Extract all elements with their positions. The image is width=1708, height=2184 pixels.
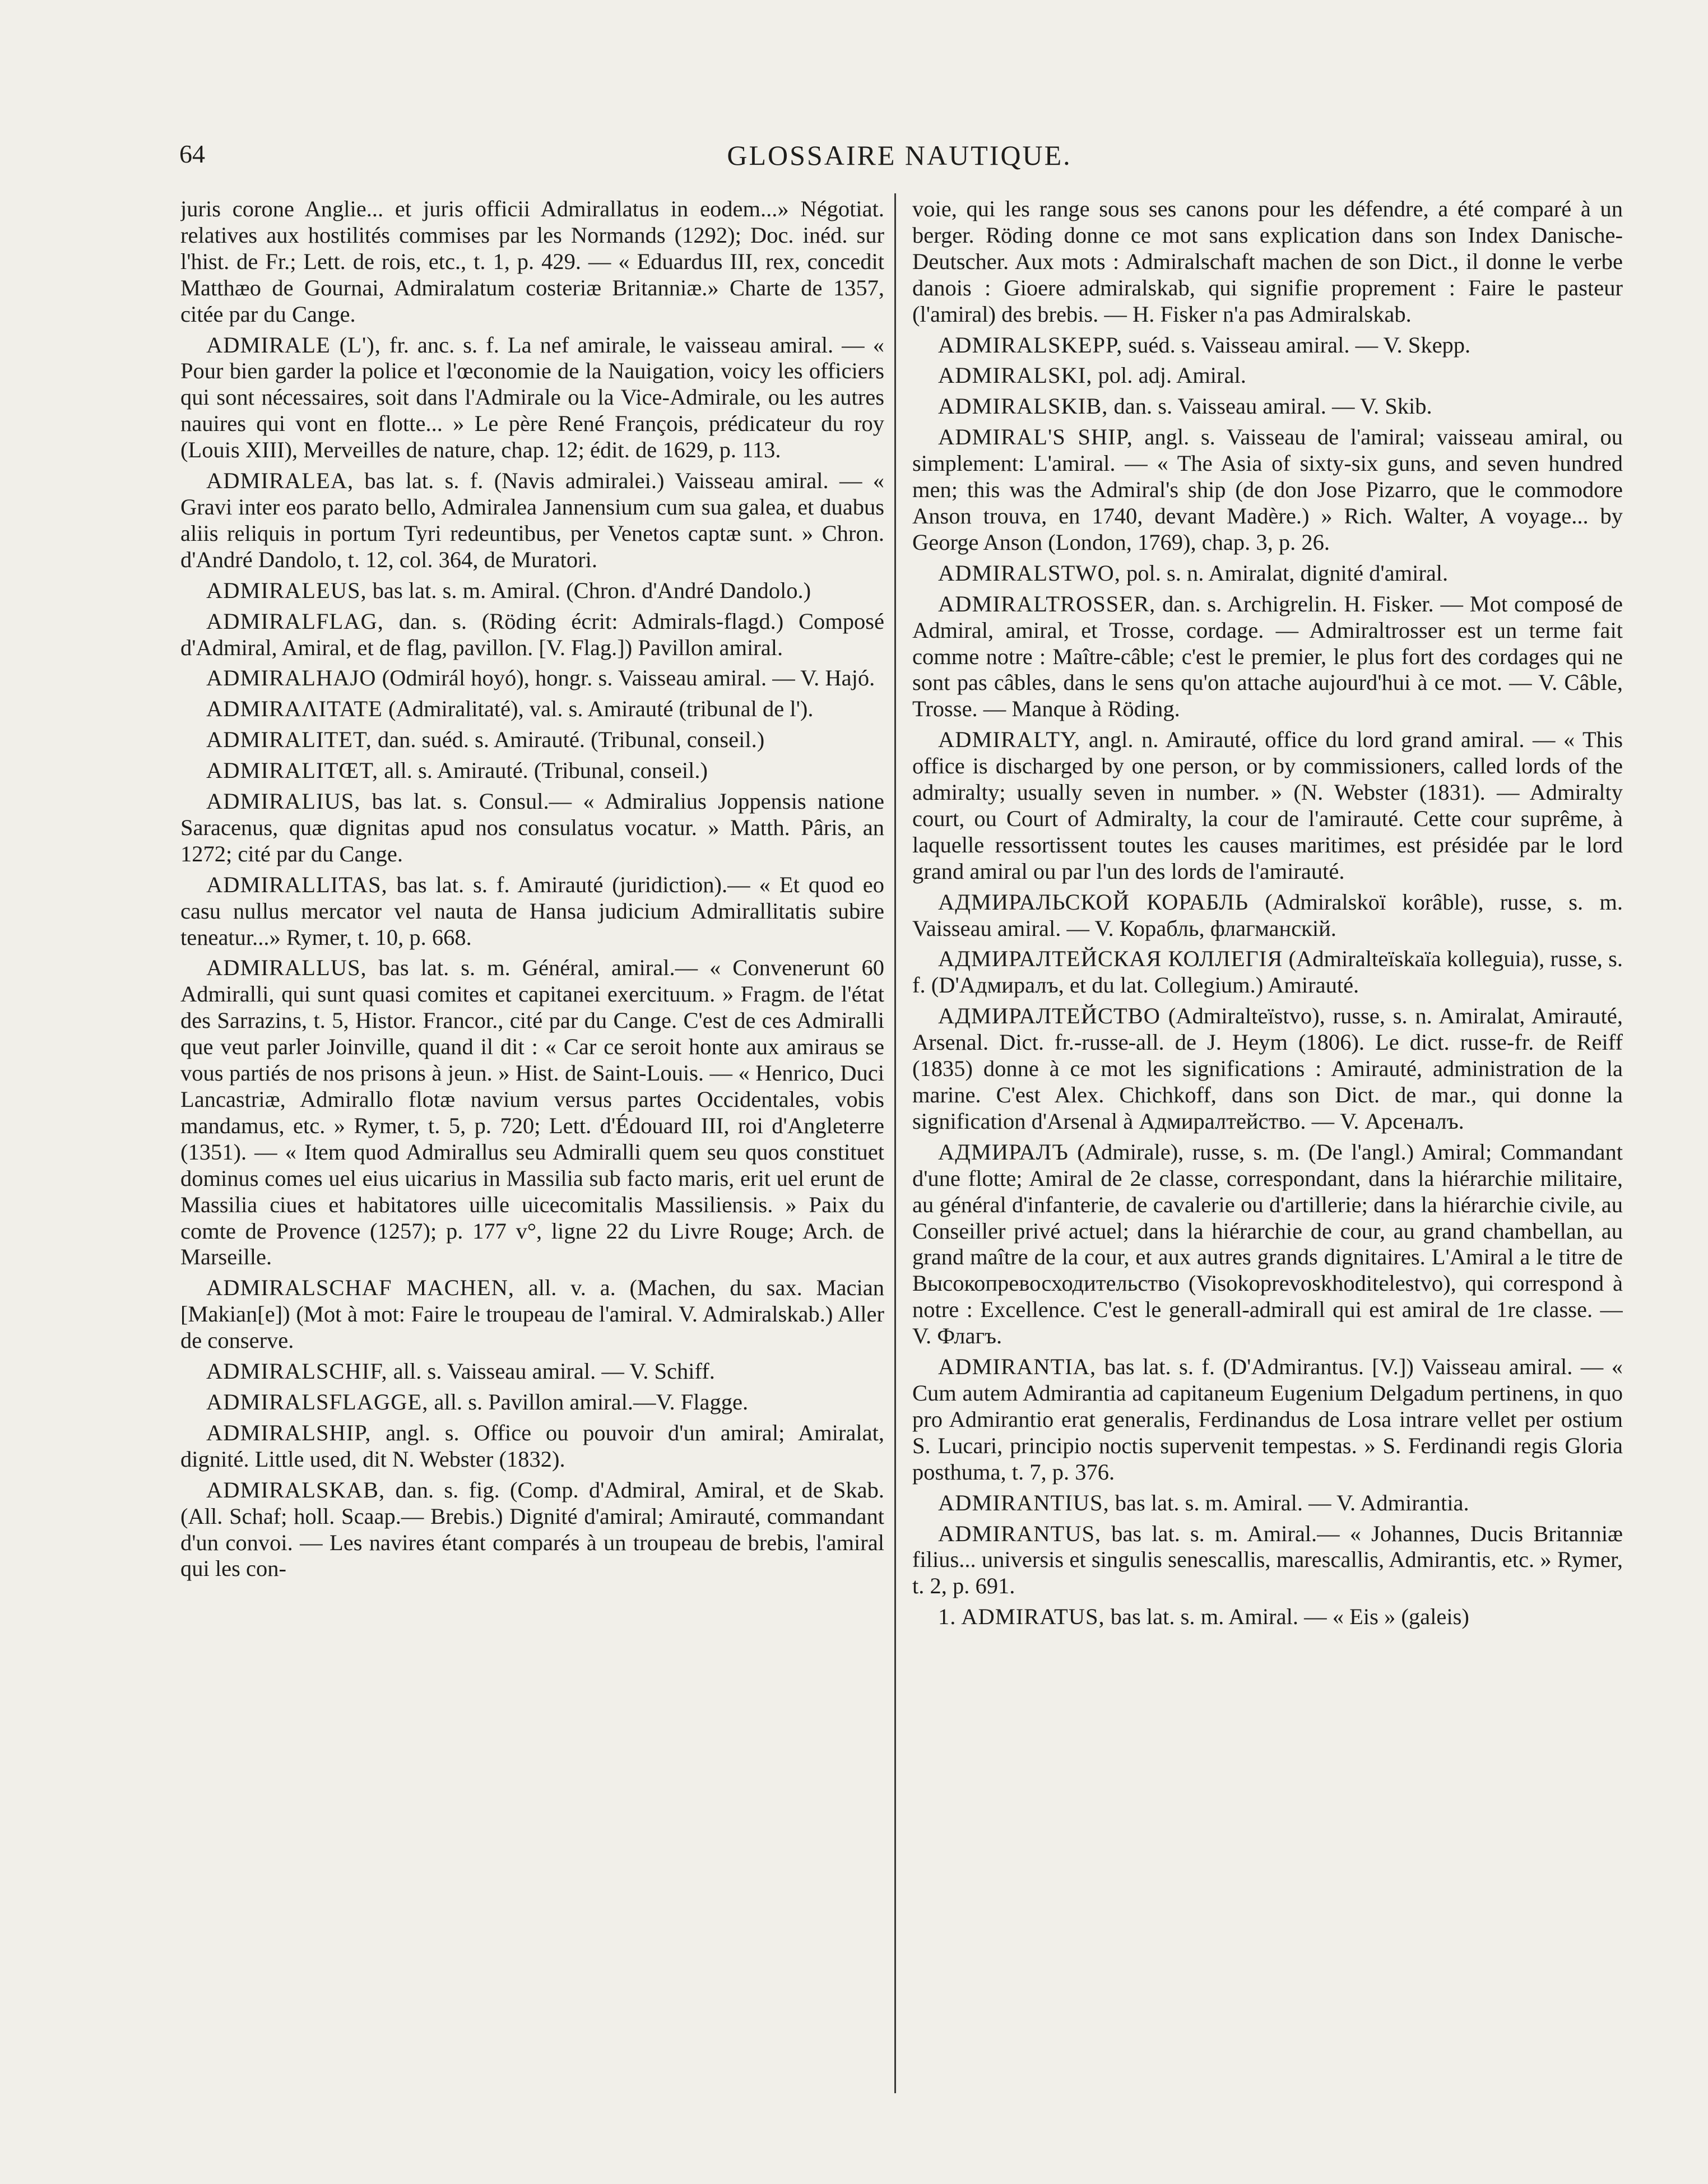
glossary-entry [180,332,884,464]
entry-text: bas lat. s. f. (D'Admirantus. [V.]) Vaisseau amiral. — « Cum autem Admirantia ad capitaneum Eugenium Delgadum pertinens, in quo pro Admirantio erat generalis, Ferdinandus de Losa intrare vellet per ostium S. Lucari, principio noctis supervenit tempestas. » S. Ferdinandi regis Gloria posthuma, t. 7, p. 376. [912,1354,1623,1485]
entry-text: juris corone Anglie... et juris officii Admirallatus in eodem...» Négotiat. relatives aux hostilités commises par les Normands (1292); Doc. inéd. sur l'hist. de Fr.; Lett. de rois, etc., t. 1, p. 429. — « Eduardus III, rex, concedit Matthæo de Gournai, Admiralatum costeriæ Britanniæ.» Charte de 1357, citée par du Cange. [180,196,884,327]
entry-text: bas lat. s. m. Amiral. — « Eis » (galeis) [1110,1604,1469,1630]
entry-text: pol. s. n. Amiralat, dignité d'amiral. [1126,560,1449,586]
glossary-entry [912,889,1623,942]
entry-text: all. s. Pavillon amiral.—V. Flagge. [434,1389,749,1415]
entry-headword: 1. ADMIRATUS, [938,1604,1105,1630]
entry-headword: ADMIRALSCHIF, [206,1358,388,1384]
entry-text: bas lat. s. m. Amiral. (Chron. d'André Dandolo.) [372,577,811,603]
entry-text: all. v. a. (Machen, du sax. Macian [Makian[e]) (Mot à mot: Faire le troupeau de l'amiral. V. Admiralskab.) Aller de conserve. [180,1275,884,1353]
entry-headword: ADMIRALSKEPP, [938,332,1123,358]
glossary-entry [912,363,1623,389]
entry-text: voie, qui les range sous ses canons pour les défendre, a été comparé à un berger. Röding donne ce mot sans explication dans son Index Danische-Deutscher. Aux mots : Admiralschaft machen de son Dict., il donne le verbe danois : Gioere admiralskab, qui signifie proprement : Faire le pasteur (l'amiral) des brebis. — H. Fisker n'a pas Admiralskab. [912,196,1623,327]
glossary-entry [912,560,1623,587]
entry-text: pol. adj. Amiral. [1098,363,1246,388]
entry-headword: АДМИРАЛТЕЙСКАЯ КОЛЛЕГІЯ [938,946,1283,972]
right-column [912,196,1623,2090]
entry-headword: АДМИРАЛЬСКОЙ КОРАБЛЬ [938,889,1248,915]
glossary-entry [912,1139,1623,1350]
glossary-entry [180,696,884,722]
entry-headword: ADMIRALLUS, [206,955,367,981]
page-header [179,139,1619,178]
entry-text: dan. s. (Röding écrit: Admirals-flagd.) Composé d'Admiral, Amiral, et de flag, pavillon. [V. Flag.]) Pavillon amiral. [180,608,884,660]
glossary-entry [180,727,884,753]
glossary-entry [180,872,884,951]
entry-headword: ADMIRALSHIP, [206,1420,372,1445]
entry-headword: ADMIRALSKAB, [206,1477,386,1503]
entry-text: all. s. Amirauté. (Tribunal, conseil.) [384,758,708,783]
entry-headword: ADMIRANTIUS, [938,1490,1110,1515]
glossary-entry [180,578,884,604]
entry-headword: ADMIRALFLAG, [206,608,384,634]
entry-headword: ADMIRALSKI, [938,363,1093,388]
entry-text: bas lat. s. f. (Navis admiralei.) Vaisseau amiral. — « Gravi inter eos parato bello, Admiralea Jannensium cum sua galea, et duabus aliis reliquis in portum Tyri redeuntibus, per Venetos captæ sunt. » Chron. d'André Dandolo, t. 12, col. 364, de Muratori. [180,468,884,572]
entry-text: bas lat. s. m. Amiral.— « Johannes, Ducis Britanniæ filius... universis et singulis senescallis, marescallis, Admirantis, etc. » Rymer, t. 2, p. 691. [912,1520,1623,1599]
entry-headword: ADMIRALE (L'), [206,332,381,358]
entry-text: (Admiralteïskaïa kolleguia), russe, s. f. (D'Адмиралъ, et du lat. Collegium.) Amirauté. [912,946,1623,998]
column-divider [894,193,896,2093]
glossary-entry [180,789,884,868]
entry-headword: ADMIRALSFLAGGE, [206,1389,429,1415]
glossary-entry [180,955,884,1270]
entry-text: (Admirale), russe, s. m. (De l'angl.) Amiral; Commandant d'une flotte; Amiral de 2e classe, correspondant, dans la hiérarchie militaire, au général d'infanterie, de cavalerie ou d'artillerie; dans la hiérarchie civile, au Conseiller privé actuel; dans la hiérarchie de cour, au grand chambellan, au grand maître de la cour, et aux autres grands dignitaires. L'Amiral a le titre de Высокопревосходительство (Visokoprevoskhoditelestvo), qui correspond à notre : Excellence. C'est le generall-admirall qui est amiral de 1re classe. — V. Флагъ. [912,1139,1623,1349]
glossary-entry [180,758,884,784]
entry-headword: ADMIRALTY, [938,727,1081,753]
glossary-entry [180,1358,884,1385]
glossary-entry [180,665,884,692]
entry-headword: ADMIRALITŒT, [206,758,379,783]
entry-text: (Admiralitaté), val. s. Amirauté (tribunal de l'). [388,696,814,722]
entry-text: fr. anc. s. f. La nef amirale, le vaisseau amiral. — « Pour bien garder la police et l'œconomie de la Nauigation, voicy les officiers qui sont nécessaires, soit dans l'Admirale ou la Vice-Admirale, ou les autres nauires qui vont en flotte... » Le père René François, prédicateur du roy (Louis XIII), Merveilles de nature, chap. 12; édit. de 1629, p. 113. [180,332,884,463]
left-column [180,196,884,2090]
entry-headword: ADMIRALSCHAF MACHEN, [206,1275,514,1301]
glossary-entry [912,727,1623,884]
entry-text: bas lat. s. m. Amiral. — V. Admirantia. [1115,1490,1469,1515]
entry-text: angl. s. Office ou pouvoir d'un amiral; Amiralat, dignité. Little used, dit N. Webster (1832). [180,1420,884,1472]
entry-headword: АДМИРАЛЪ [938,1139,1069,1165]
entry-text: bas lat. s. Consul.— « Admiralius Joppensis natione Saracenus, quæ dignitas apud nos consulatus vocatur. » Matth. Pâris, an 1272; cité par du Cange. [180,789,884,866]
glossary-entry [180,1389,884,1416]
entry-headword: ADMIRALEUS, [206,577,367,603]
entry-text: bas lat. s. m. Général, amiral.— « Convenerunt 60 Admiralli, qui sunt quasi comites et capitanei exercituum. » Fragm. de l'état des Sarrazins, t. 5, Histor. Francor., cité par du Cange. C'est de ces Admiralli que veut parler Joinville, quand il dit : « Car ce seroit honte aux amiraus se vous partiés de nos prisons à jeun. » Hist. de Saint-Louis. — « Henrico, Duci Lancastriæ, Admirallo flotæ navium versus partes Occidentales, vobis mandamus, etc. » Rymer, t. 5, p. 720; Lett. d'Édouard III, roi d'Angleterre (1351). — « Item quod Admirallus seu Admiralli quem seu quos constituet dominus comes uel eius uicarius in Massilia sub facto maris, erit uel erunt de Massilia ciues et habitatores uille uicecomitalis Massiliensis. » Paix du comte de Provence (1257); p. 177 v°, ligne 22 du Livre Rouge; Arch. de Marseille. [180,955,884,1270]
entry-text: (Odmirál hoyó), hongr. s. Vaisseau amiral. — V. Hajó. [382,665,875,691]
glossary-entry [180,1420,884,1473]
glossary-entry [912,1604,1623,1630]
entry-headword: ADMIRALITET, [206,727,372,753]
glossary-entry [912,424,1623,556]
entry-text: suéd. s. Vaisseau amiral. — V. Skepp. [1128,332,1471,358]
entry-text: angl. n. Amirauté, office du lord grand amiral. — « This office is discharged by one person, or by commissioners, called lords of the admiralty; usually seven in number. » (N. Webster (1831). — Admiralty court, ou Court of Admiralty, la cour de l'amirauté. Cette cour suprême, à laquelle ressortissent toutes les causes maritimes, est présidée par le lord grand amiral ou par l'un des lords de l'amirauté. [912,727,1623,884]
entry-text: dan. suéd. s. Amirauté. (Tribunal, conseil.) [377,727,765,753]
entry-headword: ADMIRALLITAS, [206,871,388,897]
entry-headword: ADMIRALIUS, [206,789,361,814]
glossary-entry [912,196,1623,328]
entry-headword: ADMIRALTROSSER, [938,591,1156,616]
entry-headword: ADMIRAΛITATE [206,696,383,722]
entry-headword: ADMIRALSKIB, [938,393,1108,419]
glossary-entry [180,468,884,573]
running-title: GLOSSAIRE NAUTIQUE. [727,140,1072,171]
glossary-entry [912,946,1623,999]
glossary-entry [180,196,884,328]
entry-text: (Admiralskoï korâble), russe, s. m. Vaisseau amiral. — V. Корабль, флагманскій. [912,889,1623,941]
glossary-entry [180,1477,884,1583]
entry-headword: АДМИРАЛТЕЙСТВО [938,1003,1161,1029]
entry-text: bas lat. s. f. Amirauté (juridiction).— « Et quod eo casu nullus mercator vel nauta de Hansa judicium Admirallitatis subire teneatur...» Rymer, t. 10, p. 668. [180,871,884,950]
entry-text: (Admiralteïstvo), russe, s. n. Amiralat, Amirauté, Arsenal. Dict. fr.-russe-all. de J. Heym (1806). Le dict. russe-fr. de Reiff (1835) donne à ce mot les significations : Amirauté, administration de la marine. C'est Alex. Chichkoff, dans son Dict. de mar., qui donne la signification d'Arsenal à Адмиралтейство. — V. Арсеналъ. [912,1003,1623,1134]
entry-text: all. s. Vaisseau amiral. — V. Schiff. [393,1358,715,1384]
glossary-entry [912,1490,1623,1517]
entry-text: dan. s. fig. (Comp. d'Admiral, Amiral, et de Skab. (All. Schaf; holl. Scaap.— Brebis.) Dignité d'amiral; Amirauté, commandant d'un convoi. — Les navires étant comparés à un troupeau de brebis, l'amiral qui les con- [180,1477,884,1582]
entry-headword: ADMIRANTIA, [938,1354,1097,1380]
entry-text: dan. s. Vaisseau amiral. — V. Skib. [1113,393,1432,419]
glossary-entry [912,591,1623,723]
entry-headword: ADMIRALHAJO [206,665,377,691]
glossary-entry [180,609,884,661]
glossary-entry [912,1003,1623,1135]
entry-headword: ADMIRAL'S SHIP, [938,424,1133,450]
entry-headword: ADMIRALEA, [206,468,354,494]
glossary-entry [912,1354,1623,1486]
glossary-entry [912,1521,1623,1600]
entry-text: angl. s. Vaisseau de l'amiral; vaisseau amiral, ou simplement: L'amiral. — « The Asia of sixty-six guns, and seven hundred men; this was the Admiral's ship (de don Jose Pizarro, que le commodore Anson trouva, en 1740, devant Madère.) » Rich. Walter, A voyage... by George Anson (London, 1769), chap. 3, p. 26. [912,424,1623,555]
glossary-entry [912,332,1623,359]
entry-headword: ADMIRANTUS, [938,1520,1102,1546]
entry-headword: ADMIRALSTWO, [938,560,1121,586]
entry-text: dan. s. Archigrelin. H. Fisker. — Mot composé de Admiral, amiral, et Trosse, cordage. — Admiraltrosser est un terme fait comme notre : Maître-câble; c'est le premier, le plus fort des cordages qui ne sont pas câbles, dans le sens qu'on attache aujourd'hui à ce mot. — V. Câble, Trosse. — Manque à Röding. [912,591,1623,722]
glossary-entry [180,1275,884,1354]
page-number: 64 [179,140,205,168]
glossary-entry [912,393,1623,420]
